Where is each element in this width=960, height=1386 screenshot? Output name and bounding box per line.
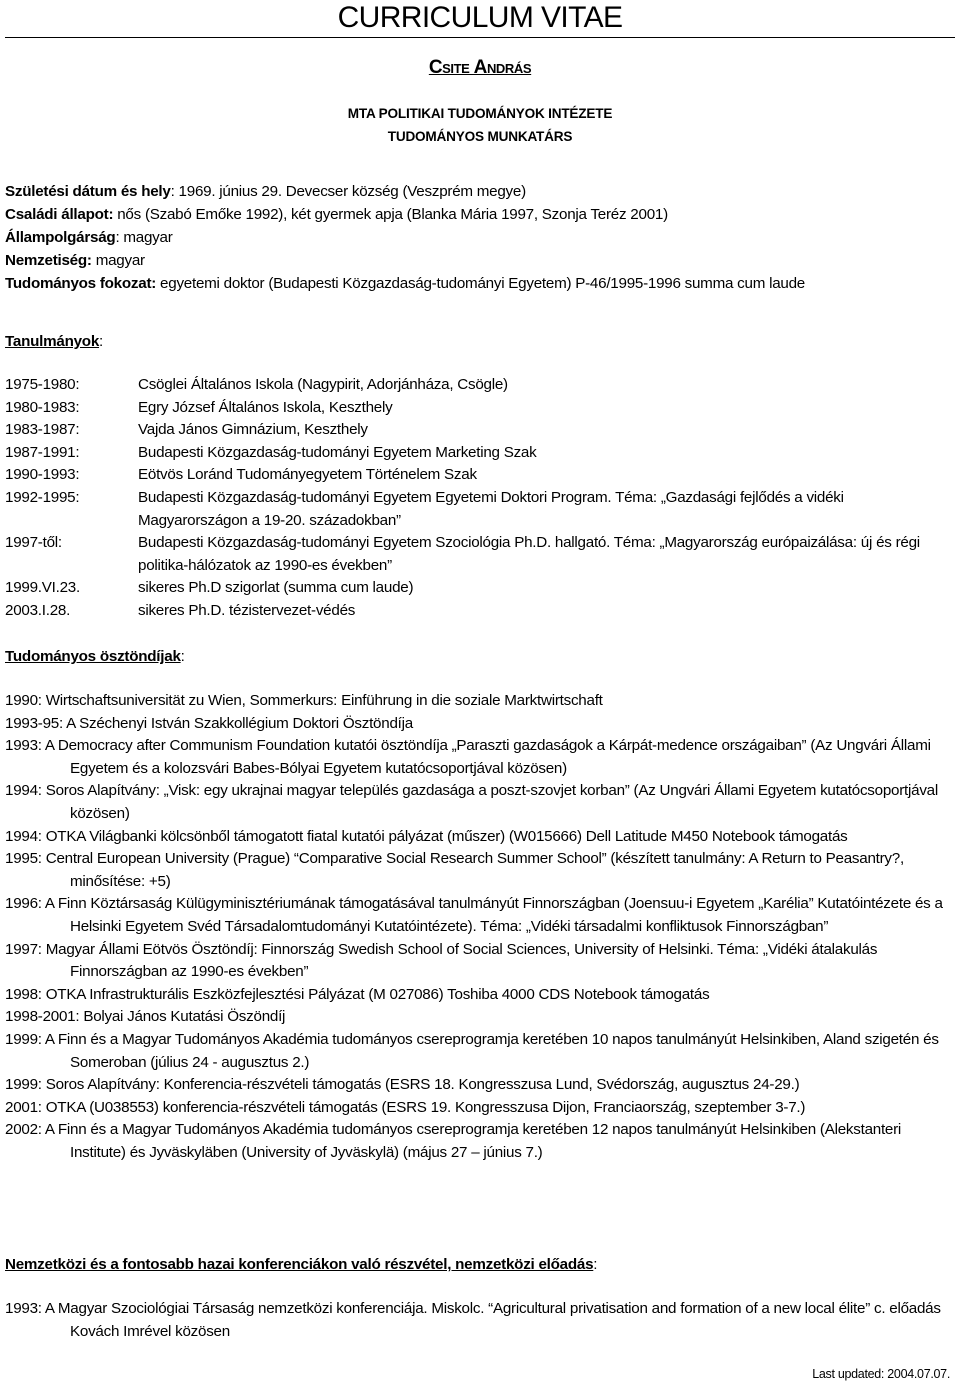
list-item	[5, 532, 955, 577]
list-item: 1990: Wirtschaftsuniversität zu Wien, Sommerkurs: Einführung in die soziale Marktwirtschaft	[5, 692, 603, 709]
list-item	[5, 397, 955, 420]
education-years: 1997-től:	[5, 534, 62, 552]
list-item: 2001: OTKA (U038553) konferencia-részvételi támogatás (ESRS 19. Kongresszusa Dijon, Franciaország, szeptember 3-7.)	[5, 1098, 806, 1116]
personal-birth: Születési dátum és hely: 1969. június 29. Devecser község (Veszprém megye)	[5, 183, 526, 200]
list-item: 2002: A Finn és a Magyar Tudományos Akadémia tudományos csereprogramja keretében 12 napos tanulmányút Helsinkiben (Alekstanteri Institute) és Jyväskyläben (University of Jyväskylä) (május 27 – június 7.)	[5, 1121, 902, 1161]
personal-data	[5, 180, 955, 295]
list-item: 1998-2001: Bolyai János Kutatási Öszöndíj	[5, 1008, 286, 1026]
scholarships-list	[5, 690, 955, 1164]
position-title: TUDOMÁNYOS MUNKATÁRS	[387, 129, 573, 144]
list-item: 1993: A Magyar Szociológiai Társaság nemzetközi konferenciája. Miskolc. “Agricultural privatisation and formation of a new local élite” c. előadás Kovách Imrével közösen	[5, 1300, 941, 1340]
list-item: 1993-95: A Széchenyi István Szakkollégium Doktori Ösztöndíja	[5, 714, 413, 732]
education-years: 1999.VI.23.	[5, 579, 80, 597]
list-item: 1995: Central European University (Prague) “Comparative Social Research Summer School” (készített tanulmány: A Return to Peasantry?, minősítése: +5)	[5, 850, 904, 890]
list-item: 1999: A Finn és a Magyar Tudományos Akadémia tudományos csereprogramja keretében 10 napos tanulmányút Helsinkiben, Aland szigetén és Someroban (július 24 - augusztus 2.)	[5, 1030, 939, 1071]
education-text: Budapesti Közgazdaság-tudományi Egyetem Szociológia Ph.D. hallgató. Téma: „Magyarország európaizálása: új és régi politika-hálózatok az 1990-es években”	[138, 534, 920, 574]
list-item: 1997: Magyar Állami Eötvös Ösztöndíj: Finnország Swedish School of Social Sciences, University of Helsinki. Téma: „Vidéki átalakulás Finnországban az 1990-es években”	[5, 940, 878, 981]
education-text: Budapesti Közgazdaság-tudományi Egyetem Marketing Szak	[138, 443, 537, 461]
scholarships-heading: Tudományos ösztöndíjak:	[5, 648, 185, 665]
list-item: 1996: A Finn Köztársaság Külügyminisztériumának támogatásával tanulmányút Finnországban (Joensuu-i Egyetem „Karélia” Kutatóintézete és a Helsinki Egyetem Svéd Társadalomtudományi Kutatóintézete). Téma: „Vidéki társadalmi konfliktusok Finnországban”	[5, 895, 943, 935]
institute-name: MTA POLITIKAI TUDOMÁNYOK INTÉZETE	[347, 106, 613, 121]
list-item: 1993: A Democracy after Communism Foundation kutatói ösztöndíja „Paraszti gazdaságok a Kárpát-medence országaiban” (Az Ungvári Állami Egyetem és a kolozsvári Babes-Bólyai Egyetem kutatócsoportjával közösen)	[5, 737, 931, 777]
education-years: 1983-1987:	[5, 421, 80, 439]
education-text: Vajda János Gimnázium, Keszthely	[138, 421, 368, 439]
personal-label: Születési dátum és hely	[5, 183, 171, 200]
personal-marital-status	[5, 203, 955, 226]
education-years: 1992-1995:	[5, 488, 80, 506]
list-item: 1994: Soros Alapítvány: „Visk: egy ukrajnai magyar település gazdasága a poszt-szovjet korban” (Az Ungvári Állami Egyetem kutatócsoportjával közösen)	[5, 782, 938, 822]
title-divider	[5, 37, 955, 38]
list-item	[5, 487, 955, 532]
list-item: 1999: Soros Alapítvány: Konferencia-részvételi támogatás (ESRS 18. Kongresszusa Lund, Svédország, augusztus 24-29.)	[5, 1076, 800, 1094]
education-years: 1980-1983:	[5, 398, 80, 416]
education-text: sikeres Ph.D szigorlat (summa cum laude)	[138, 579, 414, 597]
personal-citizenship: Állampolgárság: magyar	[5, 229, 173, 246]
list-item	[5, 442, 955, 465]
education-heading: Tanulmányok:	[5, 333, 104, 350]
education-list	[5, 374, 955, 623]
personal-label: Állampolgárság	[5, 229, 116, 246]
personal-value: 1969. június 29. Devecser község (Veszprém megye)	[178, 183, 526, 200]
education-text: Budapesti Közgazdaság-tudományi Egyetem Egyetemi Doktori Program. Téma: „Gazdasági fejlődés a vidéki Magyarországon a 19-20. századokban”	[138, 488, 844, 529]
education-years: 1975-1980:	[5, 376, 80, 393]
conferences-list	[5, 1298, 955, 1343]
personal-degree	[5, 272, 955, 295]
personal-value: magyar	[123, 229, 173, 246]
education-text: sikeres Ph.D. tézistervezet-védés	[138, 601, 356, 619]
document-title: CURRICULUM VITAE	[337, 1, 623, 34]
education-years: 1990-1993:	[5, 466, 80, 484]
personal-label: Családi állapot:	[5, 206, 114, 223]
education-text: Eötvös Loránd Tudományegyetem Történelem Szak	[138, 466, 477, 484]
personal-label: Nemzetiség:	[5, 252, 92, 269]
list-item	[5, 464, 955, 487]
personal-value: magyar	[95, 252, 145, 269]
list-item: 1998: OTKA Infrastrukturális Eszközfejlesztési Pályázat (M 027086) Toshiba 4000 CDS Notebook támogatás	[5, 985, 710, 1003]
last-updated: Last updated: 2004.07.07.	[812, 1367, 950, 1381]
education-text: Csöglei Általános Iskola (Nagypirit, Adorjánháza, Csögle)	[138, 376, 508, 393]
personal-value: nős (Szabó Emőke 1992), két gyermek apja (Blanka Mária 1997, Szonja Teréz 2001)	[117, 206, 668, 223]
education-text: Egry József Általános Iskola, Keszthely	[138, 398, 393, 416]
person-name: Csite András	[428, 57, 532, 78]
personal-nationality	[5, 249, 955, 272]
personal-label: Tudományos fokozat:	[5, 275, 157, 292]
personal-value: egyetemi doktor (Budapesti Közgazdaság-tudományi Egyetem) P-46/1995-1996 summa cum laude	[160, 275, 805, 292]
education-years: 2003.I.28.	[5, 601, 71, 619]
list-item	[5, 577, 955, 600]
education-years: 1987-1991:	[5, 443, 80, 461]
list-item	[5, 419, 955, 442]
conferences-heading: Nemzetközi és a fontosabb hazai konferenciákon való részvétel, nemzetközi előadás:	[5, 1256, 598, 1273]
list-item: 1994: OTKA Világbanki kölcsönből támogatott fiatal kutatói pályázat (műszer) (W015666) Dell Latitude M450 Notebook támogatás	[5, 827, 848, 845]
list-item	[5, 374, 955, 397]
list-item	[5, 600, 955, 623]
